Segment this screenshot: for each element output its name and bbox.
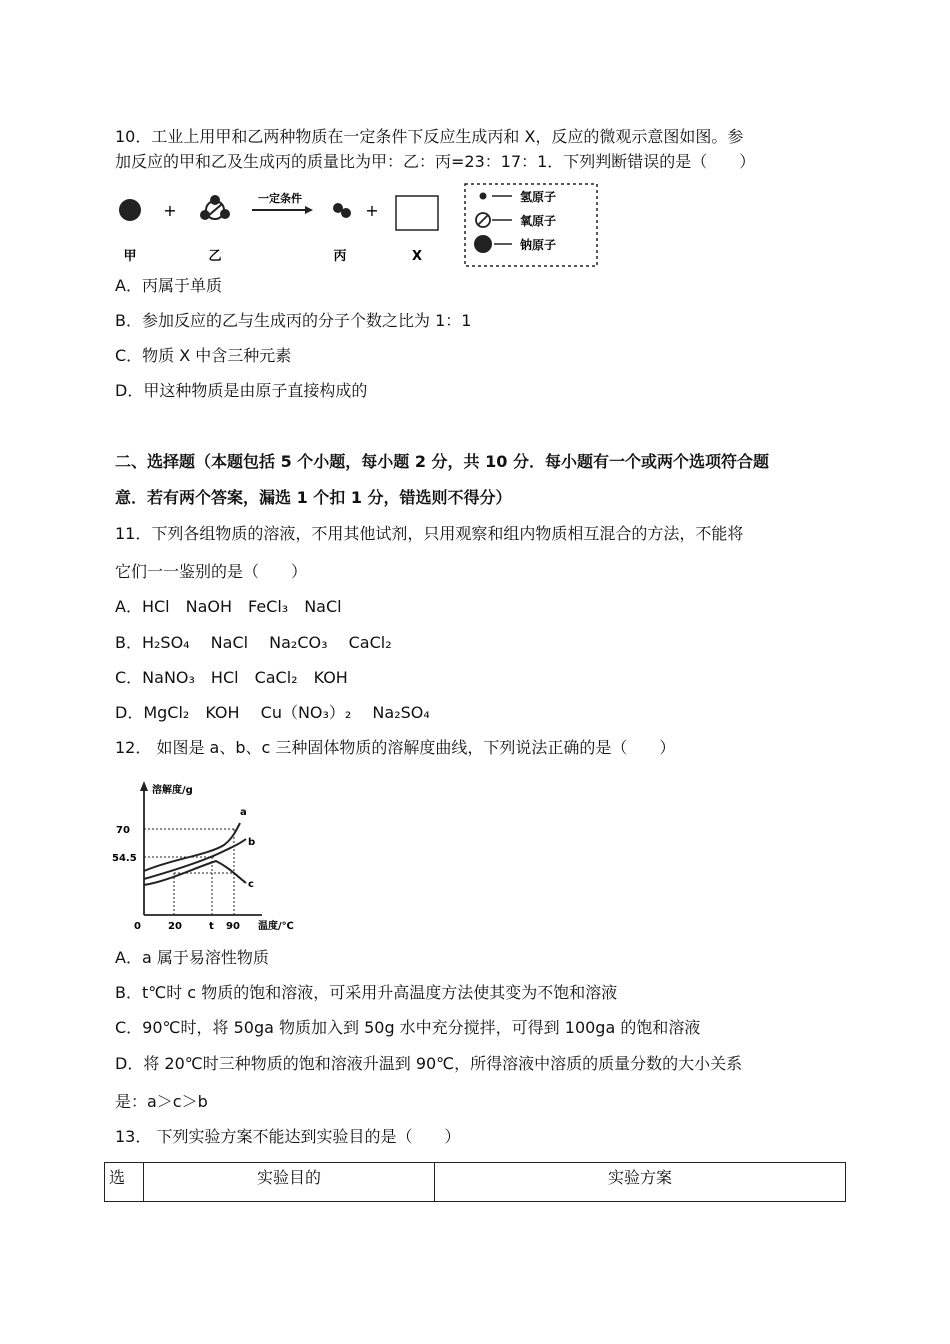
- q11-line-1: 11．下列各组物质的溶液，不用其他试剂，只用观察和组内物质相互混合的方法，不能将: [115, 524, 744, 543]
- q10-option-d: D．甲这种物质是由原子直接构成的: [115, 381, 368, 400]
- y-tick-54-5: 54.5: [112, 853, 137, 864]
- q10-option-b: B．参加反应的乙与生成丙的分子个数之比为 1：1: [115, 311, 472, 330]
- plus-sign-1: +: [163, 201, 177, 220]
- q12-option-d: D．将 20℃时三种物质的饱和溶液升温到 90℃，所得溶液中溶质的质量分数的大小关系: [115, 1054, 743, 1073]
- oxygen-atom-icon: [476, 213, 490, 227]
- y-tick-70: 70: [116, 825, 130, 836]
- q10-line-2: 加反应的甲和乙及生成丙的质量比为甲：乙：丙=23：17：1．下列判断错误的是（ ）: [115, 152, 756, 171]
- label-bing: 丙: [333, 249, 347, 264]
- q11-option-c: C．NaNO₃ HCl CaCl₂ KOH: [115, 668, 348, 687]
- q11-option-a: A．HCl NaOH FeCl₃ NaCl: [115, 597, 342, 616]
- curve-label-c: c: [248, 879, 254, 890]
- q11-line-2: 它们一一鉴别的是（ ）: [115, 562, 308, 581]
- x-tick-20: 20: [168, 921, 182, 932]
- experiment-table: [104, 1162, 846, 1202]
- q13-line-1: 13． 下列实验方案不能达到实验目的是（ ）: [115, 1127, 461, 1146]
- table-header-row: [105, 1163, 846, 1202]
- table-header-option: 选: [105, 1163, 144, 1202]
- label-jia: 甲: [123, 249, 137, 264]
- x-box-icon: [396, 196, 438, 230]
- plus-sign-2: +: [365, 201, 379, 220]
- legend-hydrogen: 氢原子: [520, 190, 557, 204]
- curve-label-b: b: [248, 837, 256, 848]
- q12-option-a: A．a 属于易溶性物质: [115, 948, 269, 967]
- reaction-diagram: [110, 180, 610, 272]
- q12-line-1: 12． 如图是 a、b、c 三种固体物质的溶解度曲线，下列说法正确的是（ ）: [115, 738, 676, 757]
- q10-option-a: A．丙属于单质: [115, 276, 222, 295]
- q10-option-c: C．物质 X 中含三种元素: [115, 346, 292, 365]
- q12-option-b: B．t℃时 c 物质的饱和溶液，可采用升高温度方法使其变为不饱和溶液: [115, 983, 618, 1002]
- curve-label-a: a: [240, 807, 247, 818]
- yi-molecule-icon: [200, 195, 230, 220]
- section2-heading-1: 二、选择题（本题包括 5 个小题，每小题 2 分，共 10 分．每小题有一个或两个选项符合题: [115, 452, 769, 471]
- bing-molecule-icon: [333, 203, 351, 218]
- legend-oxygen: 氧原子: [520, 214, 557, 228]
- y-axis-label: 溶解度/g: [152, 785, 193, 796]
- x-tick-90: 90: [226, 921, 240, 932]
- q10-line-1: 10．工业上用甲和乙两种物质在一定条件下反应生成丙和 X，反应的微观示意图如图。参: [115, 127, 744, 146]
- section2-heading-2: 意．若有两个答案，漏选 1 个扣 1 分，错选则不得分）: [115, 488, 512, 507]
- q11-option-b: B．H₂SO₄ NaCl Na₂CO₃ CaCl₂: [115, 633, 392, 652]
- legend-sodium: 钠原子: [520, 238, 557, 252]
- x-axis-label: 温度/℃: [258, 921, 294, 932]
- table-header-purpose: 实验目的: [144, 1163, 435, 1202]
- label-x: X: [411, 249, 423, 264]
- q12-option-c: C．90℃时，将 50ga 物质加入到 50g 水中充分搅拌，可得到 100ga 的饱和溶液: [115, 1018, 701, 1037]
- x-tick-t: t: [209, 921, 214, 932]
- q11-option-d: D．MgCl₂ KOH Cu（NO₃）₂ Na₂SO₄: [115, 703, 430, 722]
- reaction-condition: 一定条件: [258, 192, 302, 205]
- hydrogen-atom-icon: [480, 193, 487, 200]
- sodium-atom-icon: [474, 235, 492, 253]
- solubility-chart: [112, 775, 302, 935]
- label-yi: 乙: [208, 249, 222, 264]
- q12-option-d-cont: 是：a＞c＞b: [115, 1092, 208, 1111]
- table-header-plan: 实验方案: [435, 1163, 846, 1202]
- jia-molecule-icon: [119, 199, 141, 221]
- x-tick-0: 0: [134, 921, 141, 932]
